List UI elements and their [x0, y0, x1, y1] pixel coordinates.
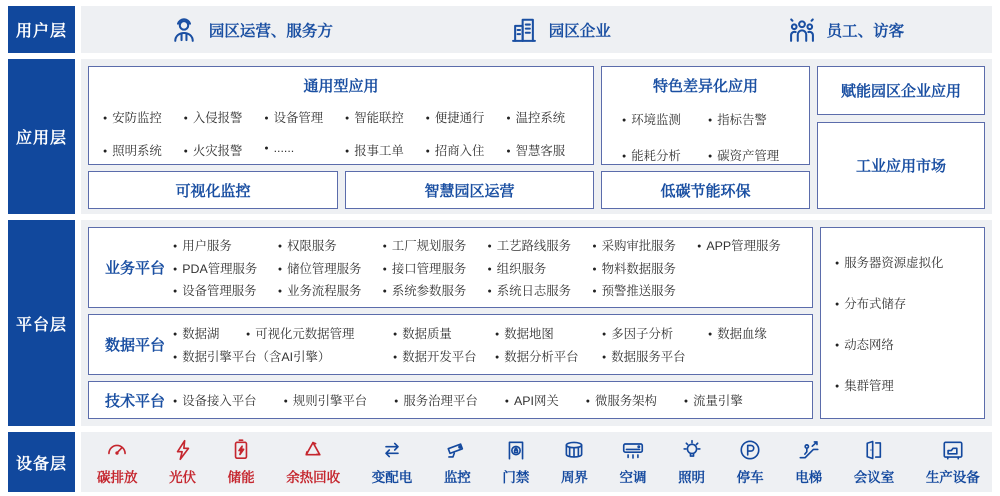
- tech-platform-title: 技术平台: [104, 392, 165, 410]
- platform-item: ● 数据分析平台: [495, 347, 602, 365]
- platform-item: ● 数据地图: [495, 324, 602, 342]
- platform-item: ● 设备管理服务: [173, 281, 278, 299]
- app-item: ● 温控系统: [506, 108, 587, 126]
- light-bulb-icon: [680, 438, 704, 462]
- platform-item: ● 数据开发平台: [393, 347, 495, 365]
- platform-item: ● API网关: [505, 391, 559, 409]
- app-item: ● 设备管理: [264, 108, 345, 126]
- platform-item: ● 用户服务: [173, 236, 278, 254]
- device-item-storage: [228, 438, 255, 486]
- smart-park-operation-box: 智慧园区运营: [345, 171, 594, 209]
- tech-platform-items: [173, 386, 802, 414]
- industry-market-box: 工业应用市场: [817, 122, 985, 209]
- platform-item: ● 物料数据服务: [592, 259, 697, 277]
- infra-item: ● 集群管理: [835, 376, 984, 394]
- device-label: 光伏: [169, 470, 197, 485]
- battery-storage-icon: [229, 438, 253, 462]
- transfer-arrows-icon: [380, 438, 404, 462]
- general-apps-box: [88, 66, 594, 165]
- device-item-production: [926, 438, 980, 486]
- platform-item: ● 储位管理服务: [278, 259, 383, 277]
- device-item-parking: [737, 438, 764, 486]
- user-group-label: 园区企业: [548, 22, 611, 40]
- special-apps-grid: [602, 96, 809, 164]
- app-item: ● 便捷通行: [426, 108, 507, 126]
- visual-monitoring-box: 可视化监控: [88, 171, 338, 209]
- platform-item: ● 微服务架构: [586, 391, 657, 409]
- device-item-lighting: [678, 438, 705, 486]
- user-layer-band: [8, 6, 992, 53]
- air-conditioner-icon: [621, 438, 645, 462]
- meeting-room-door-icon: [862, 438, 886, 462]
- general-apps-grid: [89, 96, 593, 159]
- platform-item: ● 数据服务平台: [602, 347, 708, 365]
- platform-layer-content: [81, 220, 992, 426]
- low-carbon-box: 低碳节能环保: [601, 171, 810, 209]
- data-row: [173, 347, 802, 365]
- perimeter-drum-icon: [562, 438, 586, 462]
- special-apps-title: 特色差异化应用: [652, 78, 758, 95]
- app-item: ● 智慧客服: [506, 141, 587, 159]
- platform-item: ● 系统日志服务: [488, 281, 593, 299]
- device-layer-content: [81, 432, 992, 492]
- business-row: [173, 259, 802, 277]
- platform-layer-label: 平台层: [8, 220, 75, 426]
- platform-item: ● 接口管理服务: [383, 259, 488, 277]
- cctv-camera-icon: [445, 438, 469, 462]
- app-item: ● 入侵报警: [184, 108, 265, 126]
- platform-item: ● 业务流程服务: [278, 281, 383, 299]
- device-item-meeting-room: [854, 438, 895, 486]
- operator-icon: [169, 15, 199, 45]
- infra-item: ● 动态网络: [835, 335, 984, 353]
- user-group-label: 园区运营、服务方: [208, 22, 333, 40]
- platform-item: ● 工艺路线服务: [488, 236, 593, 254]
- infrastructure-box: [820, 227, 985, 419]
- platform-item: ● 多因子分析: [602, 324, 708, 342]
- tech-row: [173, 391, 802, 409]
- app-item: ● ......: [264, 141, 345, 159]
- platform-item: ● 数据血缘: [708, 324, 802, 342]
- platform-item: ● 数据质量: [393, 324, 495, 342]
- app-item: ● 报事工单: [345, 141, 426, 159]
- business-platform-box: [88, 227, 813, 308]
- door-lock-icon: [504, 438, 528, 462]
- app-item: ● 碳资产管理: [708, 146, 809, 164]
- user-layer-label: 用户层: [8, 6, 75, 53]
- app-item: ● 火灾报警: [184, 141, 265, 159]
- production-equipment-icon: [941, 438, 965, 462]
- device-label: 碳排放: [97, 470, 138, 485]
- app-item: ● 能耗分析: [622, 146, 708, 164]
- application-layer-content: [81, 59, 992, 214]
- general-apps-title: 通用型应用: [303, 78, 379, 95]
- parking-icon: [738, 438, 762, 462]
- recycle-icon: [301, 438, 325, 462]
- business-platform-title: 业务平台: [104, 260, 165, 278]
- platform-item: ● 流量引擎: [684, 391, 743, 409]
- device-item-heat-recovery: [286, 438, 340, 486]
- escalator-icon: [797, 438, 821, 462]
- device-label: 变配电: [371, 470, 413, 485]
- app-item: ● 智能联控: [345, 108, 426, 126]
- platform-item: ● 设备接入平台: [173, 391, 257, 409]
- device-label: 生产设备: [925, 470, 980, 485]
- app-item: ● 环境监测: [622, 110, 708, 128]
- platform-item: ● 数据湖: [173, 324, 246, 342]
- device-label: 照明: [678, 470, 706, 485]
- device-label: 停车: [736, 470, 764, 485]
- data-platform-box: [88, 314, 813, 375]
- device-item-solar: [169, 438, 196, 486]
- platform-item: ● PDA管理服务: [173, 259, 278, 277]
- infra-item: ● 服务器资源虚拟化: [835, 253, 984, 271]
- platform-item: ● 可视化元数据管理: [246, 324, 393, 342]
- platform-item: ● 服务治理平台: [394, 391, 478, 409]
- gauge-icon: [105, 438, 129, 462]
- device-label: 门禁: [502, 470, 530, 485]
- device-label: 空调: [619, 470, 647, 485]
- user-group-label: 员工、访客: [826, 22, 905, 40]
- device-label: 周界: [560, 470, 588, 485]
- device-label: 会议室: [853, 470, 895, 485]
- app-item: ● 指标告警: [708, 110, 809, 128]
- platform-item: ● 工厂规划服务: [383, 236, 488, 254]
- empower-apps-box: 赋能园区企业应用: [817, 66, 985, 115]
- special-apps-box: [601, 66, 810, 165]
- infra-item: ● 分布式储存: [835, 294, 984, 312]
- data-row: [173, 324, 802, 342]
- application-layer-band: [8, 59, 992, 214]
- device-label: 余热回收: [286, 470, 341, 485]
- people-group-icon: [787, 15, 817, 45]
- device-item-access: [502, 438, 529, 486]
- device-item-surveillance: [444, 438, 471, 486]
- data-platform-title: 数据平台: [104, 337, 165, 355]
- data-platform-items: [173, 319, 802, 370]
- device-layer-band: [8, 432, 992, 492]
- user-group-enterprise: [509, 15, 611, 45]
- device-label: 监控: [443, 470, 471, 485]
- user-layer-content: [81, 6, 992, 53]
- app-item: ● 安防监控: [103, 108, 184, 126]
- enterprise-building-icon: [509, 15, 539, 45]
- device-item-elevator: [795, 438, 822, 486]
- app-item: ● 招商入住: [426, 141, 507, 159]
- device-label: 电梯: [795, 470, 823, 485]
- application-layer-label: 应用层: [8, 59, 75, 214]
- device-item-hvac: [620, 438, 647, 486]
- business-row: [173, 281, 802, 299]
- business-row: [173, 236, 802, 254]
- platform-item: ● 数据引擎平台（含AI引擎）: [173, 347, 393, 365]
- device-layer-label: 设备层: [8, 432, 75, 492]
- app-item: ● 照明系统: [103, 141, 184, 159]
- platform-item: ● 预警推送服务: [592, 281, 697, 299]
- platform-left-column: [88, 227, 813, 419]
- tech-platform-box: [88, 381, 813, 419]
- platform-item: ● 权限服务: [278, 236, 383, 254]
- user-group-visitors: [787, 15, 905, 45]
- device-label: 储能: [227, 470, 255, 485]
- business-platform-items: [173, 232, 802, 303]
- platform-item: ● 组织服务: [488, 259, 593, 277]
- platform-item: ● 规则引擎平台: [284, 391, 368, 409]
- device-item-power: [372, 438, 413, 486]
- platform-item: ● 系统参数服务: [383, 281, 488, 299]
- lightning-icon: [171, 438, 195, 462]
- platform-layer-band: [8, 220, 992, 426]
- device-item-carbon: [97, 438, 138, 486]
- platform-item: ● APP管理服务: [697, 236, 802, 254]
- user-group-operator: [169, 15, 333, 45]
- device-item-perimeter: [561, 438, 588, 486]
- app-right-column: [817, 66, 985, 209]
- platform-item: ● 采购审批服务: [592, 236, 697, 254]
